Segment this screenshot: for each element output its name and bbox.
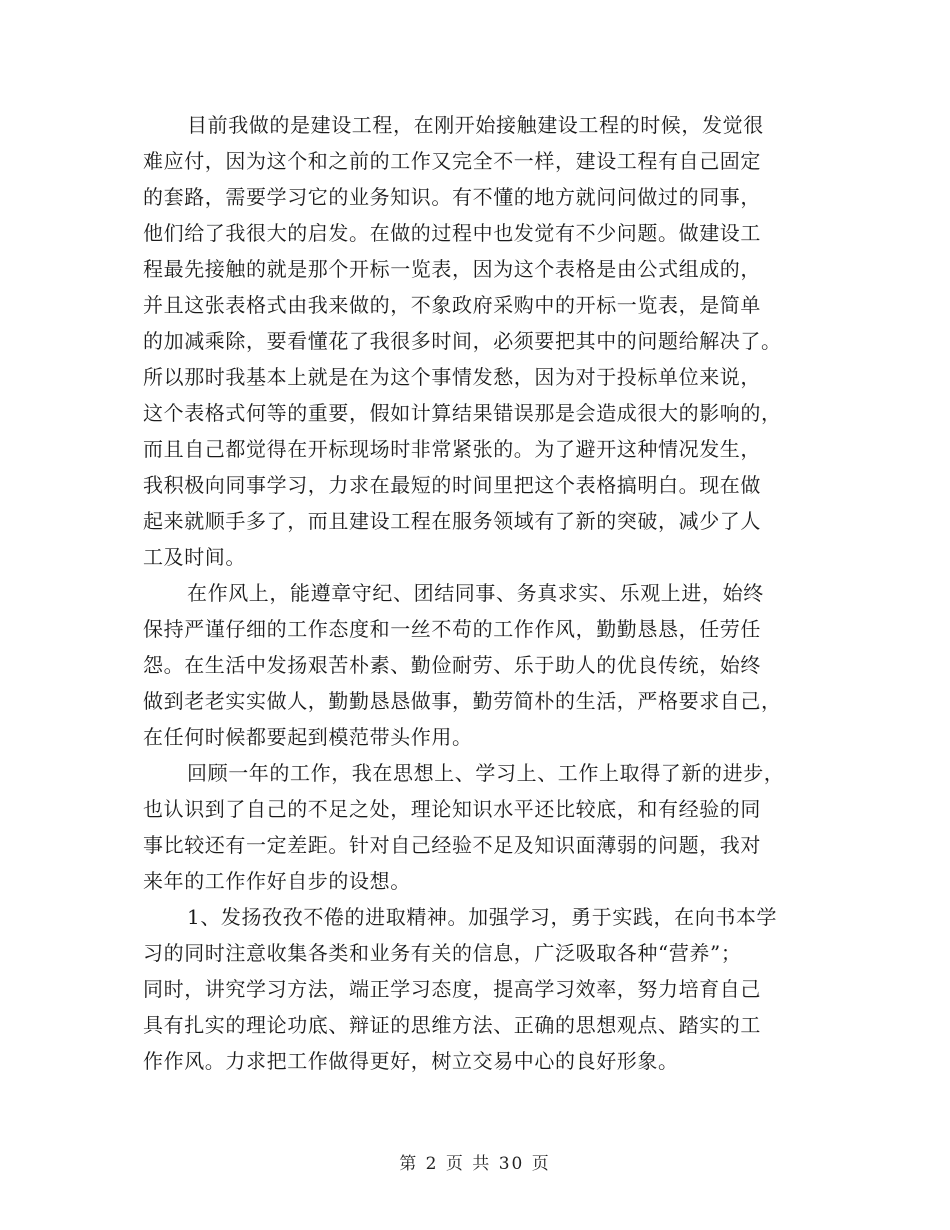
- page-number-footer: 第 2 页 共 30 页: [399, 1154, 551, 1174]
- text-line: 1、发扬孜孜不倦的进取精神。加强学习，勇于实践，在向书本学: [187, 905, 778, 929]
- text-line: 习的同时注意收集各类和业务有关的信息，广泛吸取各种“营养”；: [143, 941, 742, 965]
- text-line: 在任何时候都要起到模范带头作用。: [143, 725, 473, 749]
- paragraph-plan-item-1: [143, 899, 809, 1079]
- paragraph-construction-work: [143, 107, 809, 575]
- text-line: 同时，讲究学习方法，端正学习态度，提高学习效率，努力培育自己: [143, 977, 761, 1001]
- text-line: 工及时间。: [143, 545, 246, 569]
- text-line: 我积极向同事学习，力求在最短的时间里把这个表格搞明白。现在做: [143, 473, 761, 497]
- text-line: 的套路，需要学习它的业务知识。有不懂的地方就问问做过的同事，: [143, 185, 761, 209]
- text-line: 他们给了我很大的启发。在做的过程中也发觉有不少问题。做建设工: [143, 221, 761, 245]
- text-line: 事比较还有一定差距。针对自己经验不足及知识面薄弱的问题，我对: [143, 833, 761, 857]
- paragraph-work-style: [143, 575, 809, 755]
- text-line: 在作风上，能遵章守纪、团结同事、务真求实、乐观上进，始终: [187, 581, 764, 605]
- text-line: 程最先接触的就是那个开标一览表，因为这个表格是由公式组成的，: [143, 257, 761, 281]
- text-line: 的加减乘除，要看懂花了我很多时间，必须要把其中的问题给解决了。: [143, 329, 782, 353]
- text-line: 来年的工作作好自步的设想。: [143, 869, 411, 893]
- paragraph-year-review: [143, 755, 809, 899]
- text-line: 怨。在生活中发扬艰苦朴素、勤俭耐劳、乐于助人的优良传统，始终: [143, 653, 761, 677]
- text-line: 起来就顺手多了，而且建设工程在服务领域有了新的突破，减少了人: [143, 509, 761, 533]
- text-line: 难应付，因为这个和之前的工作又完全不一样，建设工程有自己固定: [143, 149, 761, 173]
- document-body: [143, 107, 809, 1079]
- text-line: 回顾一年的工作，我在思想上、学习上、工作上取得了新的进步，: [187, 761, 785, 785]
- text-line: 目前我做的是建设工程，在刚开始接触建设工程的时候，发觉很: [187, 113, 764, 137]
- text-line: 而且自己都觉得在开标现场时非常紧张的。为了避开这种情况发生，: [143, 437, 761, 461]
- text-line: 所以那时我基本上就是在为这个事情发愁，因为对于投标单位来说，: [143, 365, 761, 389]
- text-line: 保持严谨仔细的工作态度和一丝不苟的工作作风，勤勤恳恳，任劳任: [143, 617, 761, 641]
- text-line: 并且这张表格式由我来做的，不象政府采购中的开标一览表，是简单: [143, 293, 761, 317]
- text-line: 具有扎实的理论功底、辩证的思维方法、正确的思想观点、踏实的工: [143, 1013, 761, 1037]
- text-line: 这个表格式何等的重要，假如计算结果错误那是会造成很大的影响的，: [143, 401, 782, 425]
- text-line: 作作风。力求把工作做得更好，树立交易中心的良好形象。: [143, 1049, 679, 1073]
- text-line: 也认识到了自己的不足之处，理论知识水平还比较底，和有经验的同: [143, 797, 761, 821]
- text-line: 做到老老实实做人，勤勤恳恳做事，勤劳简朴的生活，严格要求自己，: [143, 689, 782, 713]
